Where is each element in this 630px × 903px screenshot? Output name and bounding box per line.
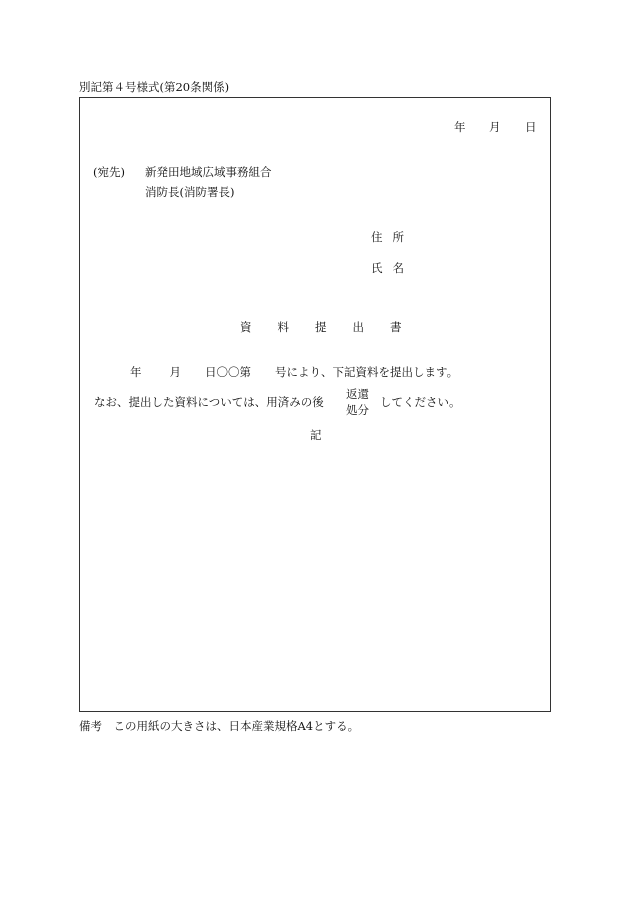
body-line1-rest: 号により、下記資料を提出します。 <box>275 365 459 379</box>
date-year-label: 年 <box>454 120 466 134</box>
disposition-options <box>346 386 369 418</box>
body-month: 月 <box>169 365 181 379</box>
addressee-chief: 消防長(消防署長) <box>145 185 235 199</box>
body-line-1 <box>130 367 458 379</box>
applicant-address-label: 住所 <box>371 230 414 244</box>
body-day-ref: 日〇〇第 <box>205 365 251 379</box>
form-number: 別記第４号様式(第20条関係) <box>79 80 230 94</box>
record-label: 記 <box>310 428 322 442</box>
document-title: 資料提出書 <box>240 320 428 334</box>
body-line-2-after: してください。 <box>380 395 461 409</box>
body-year: 年 <box>130 365 142 379</box>
addressee-organization: 新発田地域広域事務組合 <box>145 165 272 179</box>
body-line-2-before: なお、提出した資料については、用済みの後 <box>94 395 324 409</box>
date-month-label: 月 <box>489 120 501 134</box>
date-day-label: 日 <box>525 120 537 134</box>
addressee-label: (宛先) <box>93 165 125 179</box>
remarks: 備考 この用紙の大きさは、日本産業規格A4とする。 <box>79 719 360 733</box>
option-return: 返還 <box>346 387 369 401</box>
applicant-name-label: 氏名 <box>371 261 414 275</box>
option-dispose: 処分 <box>346 403 369 418</box>
